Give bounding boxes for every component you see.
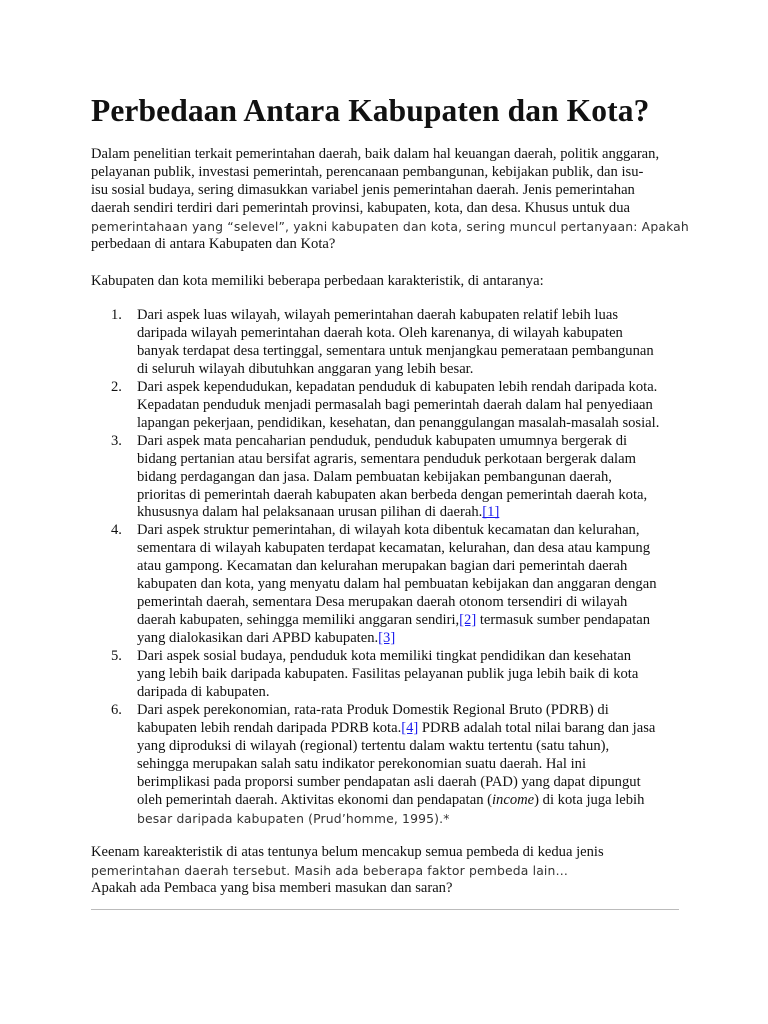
list-number: 6. bbox=[111, 701, 122, 718]
intro-line: isu sosial budaya, sering dimasukkan variabel jenis pemerintahan daerah. Jenis pemerintahan bbox=[91, 181, 635, 198]
list-item-line: Kepadatan penduduk menjadi permasalah bagi pemerintah daerah dalam hal penyediaan bbox=[137, 396, 653, 413]
list-item bbox=[91, 307, 691, 379]
list-item-line bbox=[137, 720, 691, 738]
list-item bbox=[91, 702, 691, 828]
list-item-text: PDRB adalah total nilai barang dan jasa bbox=[418, 719, 656, 736]
list-item-line: Dari aspek mata pencaharian penduduk, penduduk kabupaten umumnya bergerak di bbox=[137, 432, 628, 449]
intro-line: pemerintahaan yang “selevel”, yakni kabupaten dan kota, sering muncul pertanyaan: Apakah bbox=[91, 218, 689, 234]
list-item-line: besar daripada kabupaten (Prud’homme, 1995).* bbox=[137, 810, 450, 826]
list-item-text: termasuk sumber pendapatan bbox=[476, 612, 651, 629]
intro-line: Dalam penelitian terkait pemerintahan daerah, baik dalam hal keuangan daerah, politik anggaran, bbox=[91, 146, 660, 162]
list-number: 1. bbox=[111, 307, 122, 323]
list-item-text: ) di kota juga lebih bbox=[534, 791, 645, 808]
footnote-link-4[interactable]: [4] bbox=[401, 719, 419, 736]
characteristics-list bbox=[91, 307, 691, 828]
list-item-text: khususnya dalam hal pelaksanaan urusan pilihan di daerah. bbox=[137, 504, 483, 521]
list-number: 3. bbox=[111, 432, 122, 449]
list-item-text: oleh pemerintah daerah. Aktivitas ekonomi dan pendapatan ( bbox=[137, 791, 492, 808]
list-item-line bbox=[137, 792, 691, 810]
list-item-line: Dari aspek luas wilayah, wilayah pemerintahan daerah kabupaten relatif lebih luas bbox=[137, 307, 618, 323]
list-item-line: Dari aspek struktur pemerintahan, di wilayah kota dibentuk kecamatan dan kelurahan, bbox=[137, 522, 640, 539]
list-item-line bbox=[137, 612, 691, 630]
list-item-line: bidang pertanian atau bersifat agraris, sementara penduduk perkotaan bergerak dalam bbox=[137, 450, 636, 467]
list-item-line: Dari aspek kependudukan, kepadatan penduduk di kabupaten lebih rendah daripada kota. bbox=[137, 378, 658, 395]
list-item-line: daripada di kabupaten. bbox=[137, 684, 270, 701]
list-item-line: atau gampong. Kecamatan dan kelurahan merupakan bagian dari pemerintah daerah bbox=[137, 558, 628, 575]
intro-line: pelayanan publik, investasi pemerintah, perencanaan pembangunan, kebijakan publik, dan isu- bbox=[91, 163, 644, 180]
list-lead-text: Kabupaten dan kota memiliki beberapa perbedaan karakteristik, di antaranya: bbox=[91, 273, 544, 289]
list-item-line bbox=[137, 504, 691, 522]
closing-line: pemerintahan daerah tersebut. Masih ada beberapa faktor pembeda lain… bbox=[91, 862, 569, 878]
intro-paragraph bbox=[91, 146, 691, 253]
list-item-line: pemerintah daerah, sementara Desa merupakan daerah otonom tersendiri di wilayah bbox=[137, 594, 628, 611]
list-item-line: daripada wilayah pemerintahan daerah kota. Oleh karenanya, di wilayah kabupaten bbox=[137, 324, 623, 341]
list-number: 5. bbox=[111, 648, 122, 665]
list-item bbox=[91, 522, 691, 648]
list-item-line: bidang perdagangan dan jasa. Dalam pembuatan kebijakan pembangunan daerah, bbox=[137, 468, 612, 485]
footnote-link-2[interactable]: [2] bbox=[459, 612, 477, 629]
list-item-line: Dari aspek perekonomian, rata-rata Produk Domestik Regional Bruto (PDRB) di bbox=[137, 701, 609, 718]
closing-line: Apakah ada Pembaca yang bisa memberi masukan dan saran? bbox=[91, 879, 453, 896]
divider bbox=[91, 909, 679, 910]
list-item-text: yang dialokasikan dari APBD kabupaten. bbox=[137, 630, 379, 647]
closing-line: Keenam kareakteristik di atas tentunya belum mencakup semua pembeda di kedua jenis bbox=[91, 844, 604, 860]
page-title: Perbedaan Antara Kabupaten dan Kota? bbox=[91, 93, 650, 128]
list-item bbox=[91, 648, 691, 702]
list-item-line: yang lebih baik daripada kabupaten. Fasilitas pelayanan publik juga lebih baik di kota bbox=[137, 666, 639, 683]
list-item-line: banyak terdapat desa tertinggal, sementara untuk menjangkau pemerataan pembangunan bbox=[137, 342, 654, 359]
list-item-line: yang diproduksi di wilayah (regional) tertentu dalam waktu tertentu (satu tahun), bbox=[137, 737, 610, 754]
list-item bbox=[91, 433, 691, 523]
intro-line: perbedaan di antara Kabupaten dan Kota? bbox=[91, 235, 336, 252]
list-item-line: di seluruh wilayah dibutuhkan anggaran yang lebih besar. bbox=[137, 360, 474, 377]
list-item bbox=[91, 379, 691, 433]
list-item-line bbox=[137, 630, 691, 648]
intro-line: daerah sendiri terdiri dari pemerintah provinsi, kabupaten, kota, dan desa. Khusus untuk dua bbox=[91, 199, 631, 216]
list-item-line: lapangan pekerjaan, pendidikan, kesehatan, dan penanggulangan masalah-masalah sosial. bbox=[137, 414, 660, 431]
list-item-line: Dari aspek sosial budaya, penduduk kota memiliki tingkat pendidikan dan kesehatan bbox=[137, 648, 632, 665]
list-number: 2. bbox=[111, 378, 122, 395]
list-number: 4. bbox=[111, 522, 122, 539]
footnote-link-1[interactable]: [1] bbox=[482, 504, 500, 521]
list-item-line: prioritas di pemerintah daerah kabupaten akan berbeda dengan pemerintah daerah kota, bbox=[137, 486, 648, 503]
list-item-line: kabupaten dan kota, yang menyatu dalam hal pembuatan kebijakan dan anggaran dengan bbox=[137, 576, 657, 593]
list-item-line: berimplikasi pada proporsi sumber pendapatan asli daerah (PAD) yang dapat dipungut bbox=[137, 773, 641, 790]
closing-paragraph bbox=[91, 844, 691, 898]
footnote-link-3[interactable]: [3] bbox=[378, 630, 396, 647]
italic-term: income bbox=[492, 791, 535, 808]
list-item-text: kabupaten lebih rendah daripada PDRB kota. bbox=[137, 719, 402, 736]
list-item-line: sehingga merupakan salah satu indikator perekonomian suatu daerah. Hal ini bbox=[137, 755, 587, 772]
list-item-line: sementara di wilayah kabupaten terdapat kecamatan, kelurahan, dan desa atau kampung bbox=[137, 540, 650, 557]
list-item-text: daerah kabupaten, sehingga memiliki anggaran sendiri, bbox=[137, 612, 460, 629]
